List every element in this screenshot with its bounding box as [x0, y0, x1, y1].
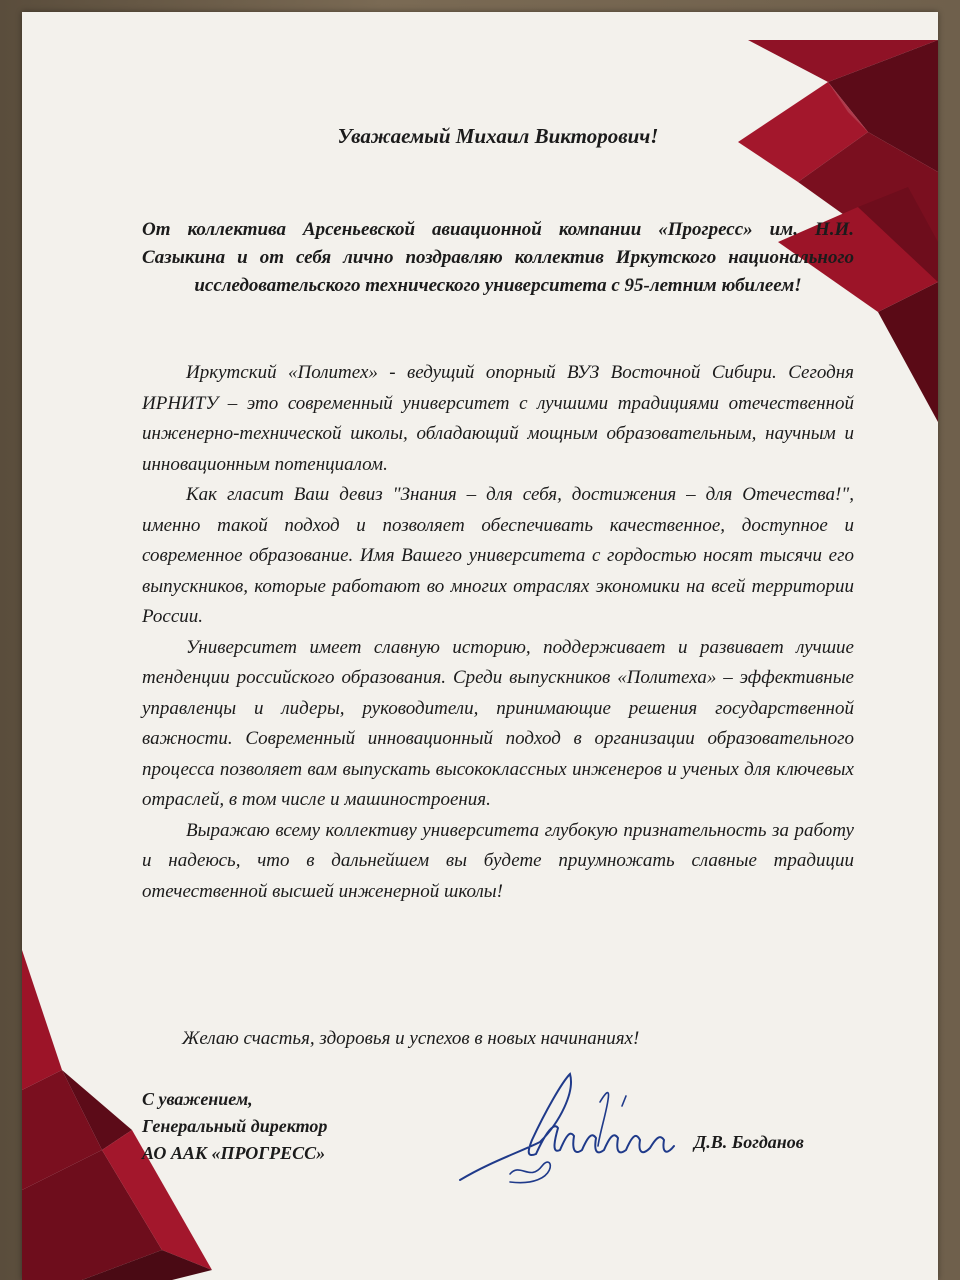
- greeting-heading: Уважаемый Михаил Викторович!: [337, 124, 659, 148]
- body-paragraph: Иркутский «Политех» - ведущий опорный ВУЗ Восточной Сибири. Сегодня ИРНИТУ – это современный университет с лучшими традициями отечественной инженерно-технической школы, обладающий мощным образовательным, научным и инновационным потенциалом.: [142, 362, 854, 475]
- intro-paragraph: От коллектива Арсеньевской авиационной компании «Прогресс» им. Н.И. Сазыкина и от себя лично поздравляю коллектив Иркутского национального исследовательского технического университета с 95-летним юбилеем!: [142, 219, 854, 296]
- signoff-regards: С уважением,: [142, 1089, 253, 1109]
- handwritten-signature: [450, 1062, 690, 1192]
- letter-body: [142, 358, 854, 907]
- signatory-name: Д.В. Богданов: [694, 1132, 804, 1152]
- body-paragraph: Университет имеет славную историю, поддерживает и развивает лучшие тенденции российского образования. Среди выпускников «Политеха» – эффективные управленцы и лидеры, руководители, принимающие решения государственной важности. Современный инновационный подход в организации образовательного процесса позволяет вам выпускать высококлассных инженеров и ученых для ключевых отраслей, в том числе и машиностроения.: [142, 636, 854, 810]
- body-paragraph: Выражаю всему коллективу университета глубокую признательность за работу и надеюсь, что в дальнейшем вы будете приумножать славные традиции отечественной высшей инженерной школы!: [142, 819, 854, 902]
- signoff-position: Генеральный директор: [142, 1116, 328, 1136]
- body-paragraph: Как гласит Ваш девиз "Знания – для себя, достижения – для Отечества!", именно такой подход и позволяет обеспечивать качественное, доступное и современное образование. Имя Вашего университета с гордостью носят тысячи его выпускников, которые работают во многих отраслях экономики на всей территории России.: [142, 484, 854, 627]
- signoff-company: АО ААК «ПРОГРЕСС»: [142, 1143, 326, 1163]
- letter-sheet: [22, 12, 938, 1280]
- closing-wish: Желаю счастья, здоровья и успехов в новых начинаниях!: [182, 1028, 640, 1049]
- signoff-block: [142, 1086, 442, 1167]
- letter-content: [142, 12, 854, 1272]
